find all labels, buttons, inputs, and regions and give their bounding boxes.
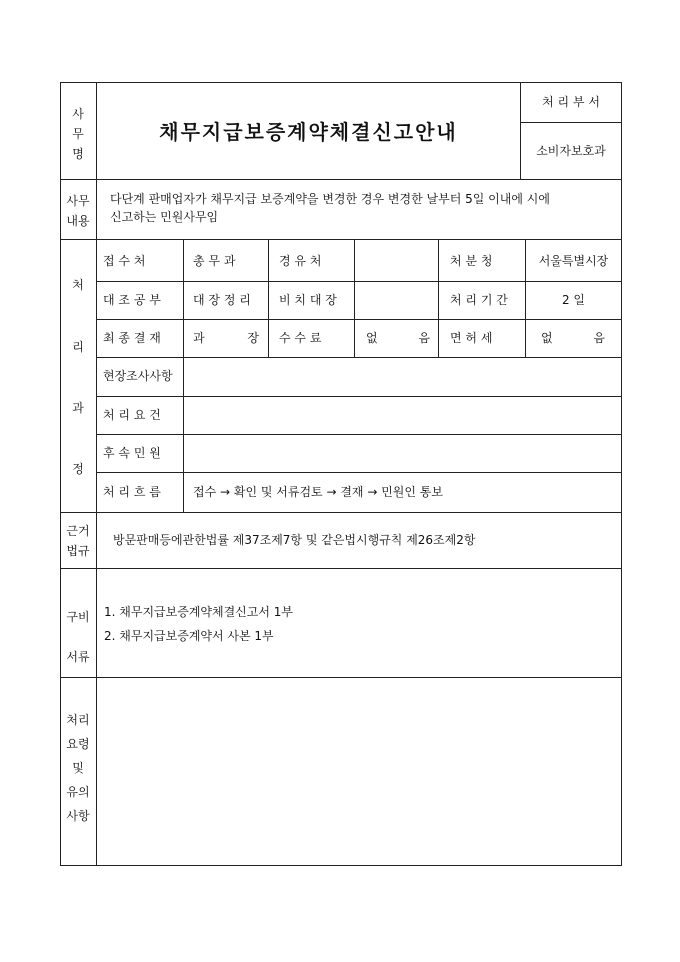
proc-line-1	[96, 281, 621, 282]
notes-label	[60, 708, 96, 828]
notes-label-line: 사항	[66, 809, 90, 823]
requirements-label: 처 리 요 건	[103, 408, 161, 422]
content-label: 사무 내용	[66, 194, 90, 228]
docs-item: 2. 채무지급보증계약서 사본 1부	[104, 629, 274, 643]
process-label-char: 과	[72, 401, 84, 415]
law-label: 근거 법규	[66, 524, 90, 558]
process-flow-value: 접수 → 확인 및 서류검토 → 결재 → 민원인 통보	[193, 485, 443, 499]
law-bottom-line	[60, 568, 621, 569]
docs-label: 구비 서류	[66, 610, 90, 664]
border-bottom	[60, 865, 622, 866]
notes-label-line: 유의	[66, 785, 90, 799]
proc-col-3	[354, 239, 355, 357]
dept-value: 소비자보호과	[536, 144, 606, 158]
dept-mid-line	[520, 122, 621, 123]
docs-bottom-line	[60, 677, 621, 678]
border-right	[621, 82, 622, 866]
site-survey-label: 현장조사사항	[103, 369, 173, 383]
cell-reception-value: 총 무 과	[193, 254, 236, 268]
office-name-label: 사 무 명	[72, 107, 84, 161]
page-title: 채무지급보증계약체결신고안내	[159, 120, 458, 144]
proc-line-2	[96, 319, 621, 320]
proc-col-4	[438, 239, 439, 357]
process-label-char: 리	[72, 340, 84, 354]
notes-label-line: 처리	[66, 713, 90, 727]
cell-license-tax-value: 없 음	[541, 331, 605, 345]
cell-reception-label: 접 수 처	[103, 254, 146, 268]
cell-license-tax-label: 면 허 세	[450, 331, 493, 345]
process-flow-label: 처 리 흐 름	[103, 485, 161, 499]
cell-final-approval-value: 과 장	[193, 331, 259, 345]
cell-period-value: 2 일	[561, 293, 586, 307]
cell-ledger-label: 대 조 공 부	[103, 293, 161, 307]
follow-up-label: 후 속 민 원	[103, 446, 161, 460]
cell-authority-label: 처 분 청	[450, 254, 493, 268]
process-label-char: 정	[72, 462, 84, 476]
cell-period-label: 처 리 기 간	[450, 293, 508, 307]
proc-line-6	[96, 472, 621, 473]
process-label-char: 처	[72, 278, 84, 292]
law-value: 방문판매등에관한법률 제37조제7항 및 같은법시행규칙 제26조제2항	[113, 533, 476, 547]
cell-register-label: 비 치 대 장	[279, 293, 337, 307]
cell-ledger-value: 대 장 정 리	[193, 293, 251, 307]
cell-authority-value: 서울특별시장	[538, 254, 609, 268]
content-line-2: 신고하는 민원사무임	[110, 210, 219, 224]
dept-label: 처 리 부 서	[542, 95, 600, 109]
notes-label-line: 요령	[66, 737, 90, 751]
docs-item: 1. 채무지급보증계약체결신고서 1부	[104, 605, 294, 619]
proc-col-1	[183, 239, 184, 512]
proc-col-2	[268, 239, 269, 357]
cell-final-approval-label: 최 종 결 재	[103, 331, 161, 345]
content-bottom-line	[60, 239, 621, 240]
proc-line-4	[96, 396, 621, 397]
header-bottom-line	[60, 179, 621, 180]
label-divider	[96, 82, 97, 866]
proc-line-5	[96, 434, 621, 435]
proc-line-3	[96, 357, 621, 358]
content-line-1: 다단계 판매업자가 채무지급 보증계약을 변경한 경우 변경한 날부터 5일 이내에 시에	[110, 192, 550, 206]
cell-fee-label: 수 수 료	[279, 331, 322, 345]
process-bottom-line	[60, 512, 621, 513]
cell-via-label: 경 유 처	[279, 254, 322, 268]
notes-label-line: 및	[72, 761, 84, 775]
cell-fee-value: 없 음	[366, 331, 430, 345]
border-top	[60, 82, 622, 83]
